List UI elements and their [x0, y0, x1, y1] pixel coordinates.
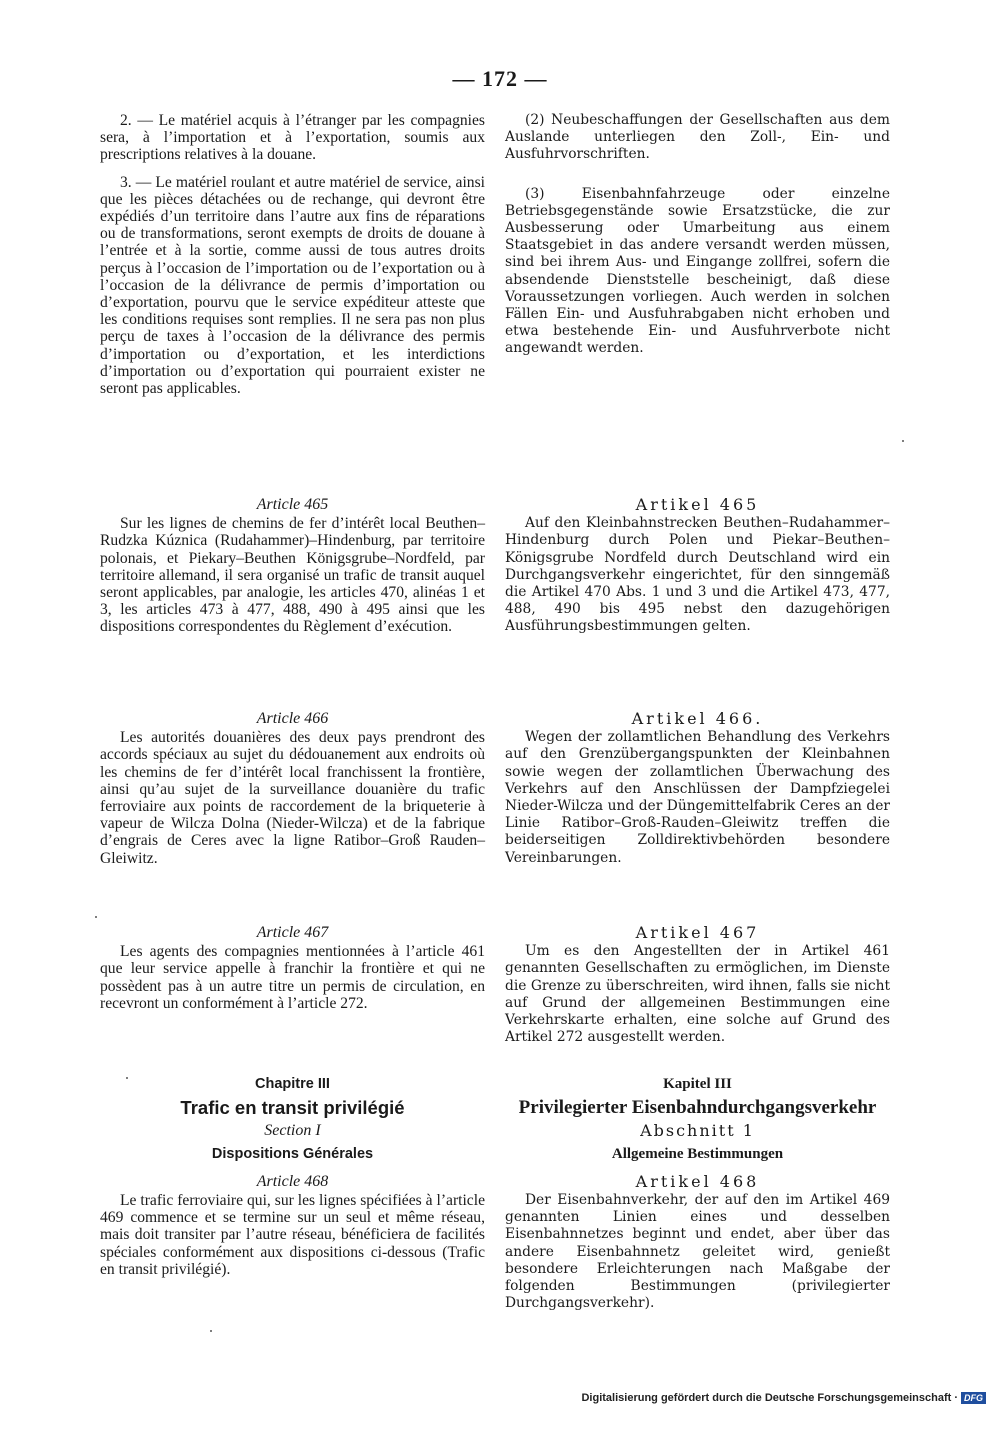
- dfg-logo: DFG: [961, 1392, 986, 1404]
- de-artikel-465-heading: Artikel 465: [635, 495, 760, 514]
- de-artikel-467-text: Um es den Angestellten der in Artikel 461 genannten Gesellschaften zu ermöglichen, im Dienste die Grenze zu überschreiten, wird ihnen, falls sie nicht auf Grund der allgemeinen Bestimmungen eine Verkehrskarte erhalten, eine solche auf Grund des Artikel 272 ausgestellt werden.: [505, 943, 890, 1046]
- de-abschnitt-label: Abschnitt 1: [640, 1121, 755, 1141]
- de-kapitel-title: Privilegierter Eisenbahndurchgangsverkehr: [518, 1097, 877, 1119]
- fr-article-466-text: Les autorités douanières des deux pays prendront des accords spéciaux au sujet du dédouanement aux endroits où les chemins de fer d’intérêt local franchissent la frontière, ainsi qu’au sujet de la surveillance douanière du trafic ferroviaire aux points de raccordement de la briqueterie à vapeur de Wilcza Dolna (Nieder-Wilcza) et de la fabrique d’engrais de Ceres avec la ligne Ratibor–Groß Rauden–Gleiwitz.: [100, 729, 485, 867]
- scan-speck: [95, 916, 97, 918]
- fr-chapter-label: Chapitre III: [255, 1076, 330, 1092]
- fr-article-468-text: Le trafic ferroviaire qui, sur les lignes spécifiées à l’article 469 commence et se termine sur un seul et même réseau, mais doit transiter par l’autre réseau, bénéficiera de facilités spéciales conformément aux dispositions ci-dessous (Trafic en transit privilégié).: [100, 1192, 485, 1278]
- fr-article-467: [100, 924, 485, 1012]
- de-paragraph-2: (2) Neubeschaffungen der Gesellschaften aus dem Auslande unterliegen den Zoll-, Ein- und Ausfuhrvorschriften.: [505, 112, 890, 163]
- scan-speck: [126, 1077, 128, 1079]
- de-artikel-465-text: Auf den Kleinbahnstrecken Beuthen–Rudahammer–Hindenburg durch Polen und Piekar–Beuthen–Königsgrube Nordfeld durch Deutschland wird ein Durchgangsverkehr eingerichtet, für den sinngemäß die Artikel 470 Abs. 1 und 3 und die Artikel 473, 477, 488, 490 bis 495 nebst den dazugehörigen Ausführungsbestimmungen gelten.: [505, 515, 890, 635]
- fr-chapter-3: [100, 1076, 485, 1278]
- fr-article-465-heading: Article 465: [256, 496, 329, 513]
- de-artikel-466: [505, 710, 890, 867]
- fr-paragraph-3: 3. — Le matériel roulant et autre matériel de service, ainsi que les pièces détachées ou de rechange, qui devront être expédiés d’un territoire dans l’autre aux fins de réparations ou de transformations, seront exempts de droits de douane à l’entrée et à la sortie, comme aussi de tous autres droits perçus à l’occasion de l’importation ou de l’exportation ou à l’occasion de la délivrance de permis d’importation ou d’exportation, pourvu que le service expéditeur atteste que les conditions requises sont remplies. Il ne sera pas non plus perçu de taxes à l’occasion de la délivrance des permis d’importation ou d’exportation, et les interdictions d’importation ou d’exportation qui pourraient exister ne seront pas applicables.: [100, 173, 485, 398]
- scan-speck: [210, 1330, 212, 1332]
- fr-section-label: Section I: [264, 1122, 321, 1140]
- de-block-para2-3: [505, 112, 890, 358]
- digitization-footer: [581, 1392, 986, 1404]
- de-artikel-466-heading: Artikel 466.: [631, 709, 764, 728]
- de-artikel-468-text: Der Eisenbahnverkehr, der auf den im Artikel 469 genannten Linien eines und desselben Eisenbahnnetzes beginnt und endet, aber über das andere Eisenbahnnetz geleitet wird, genießt besondere Erleichterungen nach Maßgabe der folgenden Bestimmungen (privilegierter Durchgangsverkehr).: [505, 1192, 890, 1312]
- de-artikel-467: [505, 924, 890, 1046]
- scan-speck: [902, 440, 904, 442]
- fr-article-466-heading: Article 466: [256, 710, 329, 727]
- fr-article-468-heading: Article 468: [256, 1172, 329, 1190]
- fr-article-465: [100, 496, 485, 636]
- de-abschnitt-title: Allgemeine Bestimmungen: [611, 1145, 784, 1162]
- fr-article-466: [100, 710, 485, 867]
- page-number: — 172 —: [452, 66, 548, 91]
- fr-block-para2-3: [100, 112, 485, 397]
- de-artikel-467-heading: Artikel 467: [635, 923, 760, 942]
- fr-article-467-heading: Article 467: [256, 924, 329, 941]
- de-paragraph-3: (3) Eisenbahnfahrzeuge oder einzelne Betriebsgegenstände sowie Ersatzstücke, die zur Ausbesserung oder Umarbeitung aus einem Staatsgebiet in das andere versandt werden müssen, sind bei ihrem Aus- und Eingange zollfrei, sofern die absendende Dienststelle bescheinigt, daß diese Voraussetzungen vorliegen. Auch werden in solchen Fällen Ein- und Ausfuhrabgaben nicht erhoben und etwa bestehende Ein- und Ausfuhrverbote nicht angewandt werden.: [505, 185, 890, 357]
- fr-chapter-title: Trafic en transit privilégié: [180, 1097, 405, 1119]
- de-artikel-466-text: Wegen der zollamtlichen Behandlung des Verkehrs auf den Grenzübergangspunkten der Kleinbahnen sowie wegen der zollamtlichen Überwachung des Verkehrs auf den Anschlüssen der Dampfziegelei Nieder-Wilcza und der Düngemittelfabrik Ceres an der Linie Ratibor–Groß-Rauden–Gleiwitz treffen die beiderseitigen Zolldirektivbehörden besondere Vereinbarungen.: [505, 729, 890, 866]
- de-artikel-468-heading: Artikel 468: [635, 1171, 760, 1191]
- de-kapitel-label: Kapitel III: [663, 1076, 732, 1092]
- de-artikel-465: [505, 496, 890, 636]
- footer-text: Digitalisierung gefördert durch die Deutsche Forschungsgemeinschaft ·: [581, 1392, 958, 1404]
- fr-section-title: Dispositions Générales: [211, 1145, 374, 1162]
- fr-article-465-text: Sur les lignes de chemins de fer d’intérêt local Beuthen–Rudzka Kúznica (Rudahammer)–Hindenburg, par territoire polonais, et Piekary–Beuthen Königsgrube–Nordfeld, par territoire allemand, il sera organisé un trafic de transit auquel seront applicables, par analogie, les articles 470, alinéas 1 et 3, les articles 473 à 477, 488, 490 à 495 ainsi que les dispositions correspondentes du Règlement d’exécution.: [100, 515, 485, 636]
- de-kapitel-3: [505, 1076, 890, 1312]
- fr-paragraph-2: 2. — Le matériel acquis à l’étranger par les compagnies sera, à l’importation et à l’exportation, soumis aux prescriptions relatives à la douane.: [100, 112, 485, 164]
- fr-article-467-text: Les agents des compagnies mentionnées à l’article 461 que leur service appelle à franchir la frontière et qui ne possèdent pas à un autre titre un permis de circulation, en recevront un conformément à l’article 272.: [100, 943, 485, 1012]
